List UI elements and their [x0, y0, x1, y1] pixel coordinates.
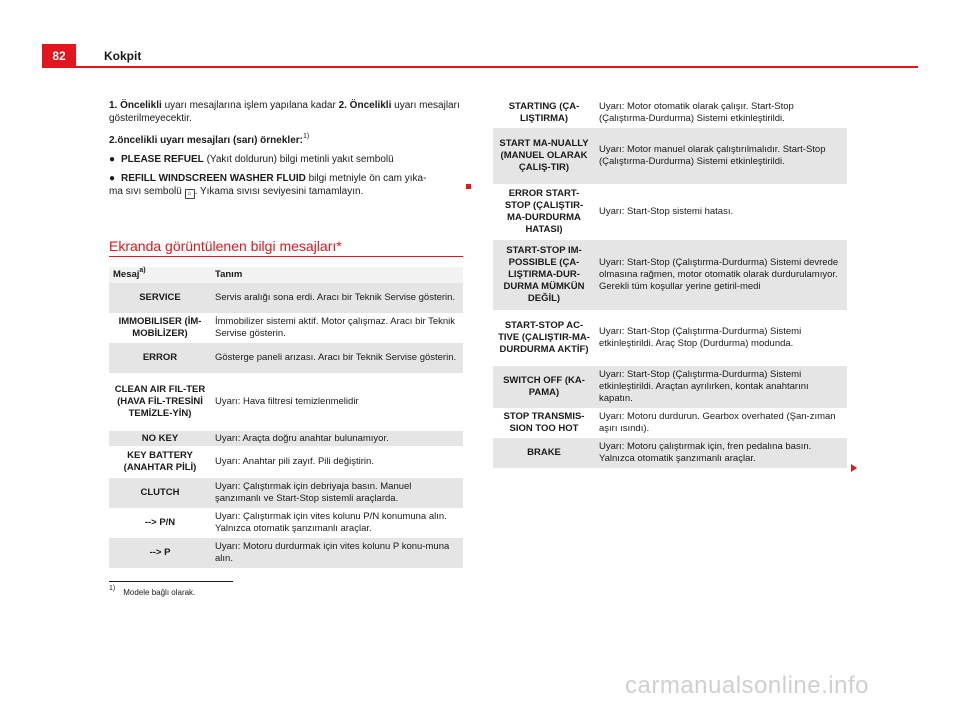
message-cell: IMMOBILISER (İM-MOBİLİZER): [118, 316, 202, 339]
bullet2-text-b: ma sıvı sembolü: [109, 186, 185, 197]
bullet-please-refuel: [109, 153, 464, 166]
footnote: [109, 585, 196, 597]
table-row: [493, 438, 847, 468]
description-cell: Uyarı: Motor manuel olarak çalıştırılmalıdır. Start-Stop (Çalıştırma-Durdurma) Sistemi etkinleştirildi.: [599, 144, 826, 167]
description-cell: Uyarı: Start-Stop (Çalıştırma-Durdurma) Sistemi etkinleştirildi. Araçtan ayrılırken, kontak anahtarını kapatın.: [599, 369, 809, 404]
intro-paragraph: [109, 99, 464, 125]
col-header-description: Tanım: [211, 267, 463, 283]
table-row: [109, 478, 463, 508]
bullet2-bold: REFILL WINDSCREEN WASHER FLUID: [121, 173, 306, 184]
description-cell: Uyarı: Çalıştırmak için vites kolunu P/N konumuna alın. Yalnızca otomatik şanzımanlı araçlar.: [215, 511, 447, 534]
table-row: [109, 431, 463, 446]
table-row: [493, 240, 847, 310]
footnote-number: 1): [109, 585, 116, 592]
table-row: [109, 373, 463, 431]
col-header-sup: a): [139, 267, 146, 274]
message-cell: --> P/N: [144, 517, 176, 528]
table-row: [493, 366, 847, 408]
table-row: [493, 184, 847, 240]
description-cell: Gösterge paneli arızası. Aracı bir Teknik Servise gösterin.: [215, 352, 457, 363]
message-cell: BRAKE: [527, 447, 561, 458]
table-row: [493, 408, 847, 438]
bullet-refill-washer: [109, 172, 464, 199]
footnote-divider: [109, 581, 233, 582]
table-row: [493, 310, 847, 366]
priority-2-label: 2. Öncelikli: [338, 100, 392, 111]
section-divider: [109, 256, 463, 257]
table-row: [109, 446, 463, 478]
description-cell: Uyarı: Araçta doğru anahtar bulunamıyor.: [215, 432, 389, 444]
bullet-icon: ●: [109, 173, 116, 184]
table-row: [109, 538, 463, 568]
description-cell: Uyarı: Motoru durdurmak için vites kolunu P konu-muna alın.: [215, 541, 450, 564]
bullet2-text-c: . Yıkama sıvısı seviyesini tamamlayın.: [194, 186, 364, 197]
examples-heading: [109, 134, 464, 147]
bullet1-bold: PLEASE REFUEL: [121, 154, 204, 165]
table-row: [109, 343, 463, 373]
header-divider: [76, 66, 918, 68]
description-cell: Uyarı: Çalıştırmak için debriyaja basın. Manuel şanzımanlı ve Start-Stop sistemli araçlarda.: [215, 481, 412, 504]
col-header-message-text: Mesaj: [113, 269, 140, 280]
continue-arrow-icon: [851, 464, 857, 472]
description-cell: Uyarı: Anahtar pili zayıf. Pili değiştirin.: [215, 456, 374, 467]
washer-fluid-icon: ⌂: [185, 189, 195, 199]
message-cell: START MA-NUALLY (MANUEL OLARAK ÇALIŞ-TIR): [499, 138, 589, 173]
priority-1-label: 1. Öncelikli: [109, 100, 162, 111]
description-cell: Uyarı: Motoru durdurun. Gearbox overhated (Şan-zıman aşırı ısındı).: [599, 411, 836, 434]
message-cell: SERVICE: [139, 292, 181, 303]
message-cell: STARTING (ÇA-LIŞTIRMA): [508, 101, 580, 124]
table-row: [493, 98, 847, 128]
message-cell: NO KEY: [141, 432, 179, 444]
message-cell: START-STOP AC-TIVE (ÇALIŞTIR-MA-DURDURMA AKTİF): [498, 320, 590, 355]
message-cell: CLUTCH: [140, 487, 180, 498]
table-row: [109, 508, 463, 538]
description-cell: Servis aralığı sona erdi. Aracı bir Teknik Servise gösterin.: [215, 292, 456, 303]
table-row: [109, 313, 463, 343]
message-cell: SWITCH OFF (KA-PAMA): [503, 375, 585, 398]
description-cell: İmmobilizer sistemi aktif. Motor çalışmaz. Aracı bir Teknik Servise gösterin.: [215, 316, 456, 339]
end-marker-icon: [466, 184, 471, 189]
table-header-row: [109, 267, 463, 283]
message-cell: ERROR: [142, 352, 178, 363]
message-cell: KEY BATTERY (ANAHTAR PİLİ): [123, 450, 197, 473]
right-message-table: [493, 98, 847, 468]
description-cell: Uyarı: Motoru çalıştırmak için, fren pedalına basın. Yalnızca otomatik şanzımanlı araçlar.: [599, 441, 812, 464]
footnote-ref: 1): [302, 133, 310, 140]
message-cell: STOP TRANSMIS-SION TOO HOT: [503, 411, 585, 434]
intro-text-2: uyarı mesajları gösterilmeyecektir.: [109, 100, 460, 124]
message-cell: CLEAN AIR FIL-TER (HAVA FİL-TRESİNİ TEMİZLE-YİN): [114, 384, 206, 419]
description-cell: Uyarı: Motor otomatik olarak çalışır. Start-Stop (Çalıştırma-Durdurma) Sistemi etkinleştirildi.: [599, 101, 794, 124]
watermark: carmanualsonline.info: [625, 672, 869, 699]
message-cell: START-STOP IM-POSSIBLE (ÇA-LIŞTIRMA-DUR-DURMA MÜMKÜN DEĞİL): [503, 245, 585, 304]
footnote-text: Modele bağlı olarak.: [123, 588, 196, 597]
description-cell: Uyarı: Hava filtresi temizlenmelidir: [215, 396, 359, 407]
left-message-table: [109, 267, 463, 568]
table-row: [493, 128, 847, 184]
description-cell: Uyarı: Start-Stop (Çalıştırma-Durdurma) Sistemi devrede olmasına rağmen, motor otomatik olarak durdurulamıyor. Gerekli tüm koşullar yerine getiril-medi: [599, 257, 839, 292]
message-cell: --> P: [149, 547, 171, 558]
page-title: Kokpit: [104, 49, 142, 63]
table-row: [109, 283, 463, 313]
bullet-icon: ●: [109, 154, 116, 165]
intro-text-1: uyarı mesajlarına işlem yapılana kadar: [161, 100, 339, 111]
message-cell: ERROR START-STOP (ÇALIŞTIR-MA-DURDURMA HATASI): [504, 188, 584, 235]
col-header-message: [109, 267, 211, 283]
description-cell: Uyarı: Start-Stop sistemi hatası.: [599, 206, 734, 217]
bullet1-text: (Yakıt doldurun) bilgi metinli yakıt sembolü: [203, 154, 394, 165]
description-cell: Uyarı: Start-Stop (Çalıştırma-Durdurma) Sistemi etkinleştirildi. Araç Stop (Durdurma) modunda.: [599, 326, 802, 349]
examples-heading-text: 2.öncelikli uyarı mesajları (sarı) örnekler:: [109, 135, 303, 146]
page-number: 82: [42, 44, 76, 68]
section-title: Ekranda görüntülenen bilgi mesajları*: [109, 238, 342, 254]
bullet2-text-a: bilgi metniyle ön cam yıka-: [305, 173, 427, 184]
